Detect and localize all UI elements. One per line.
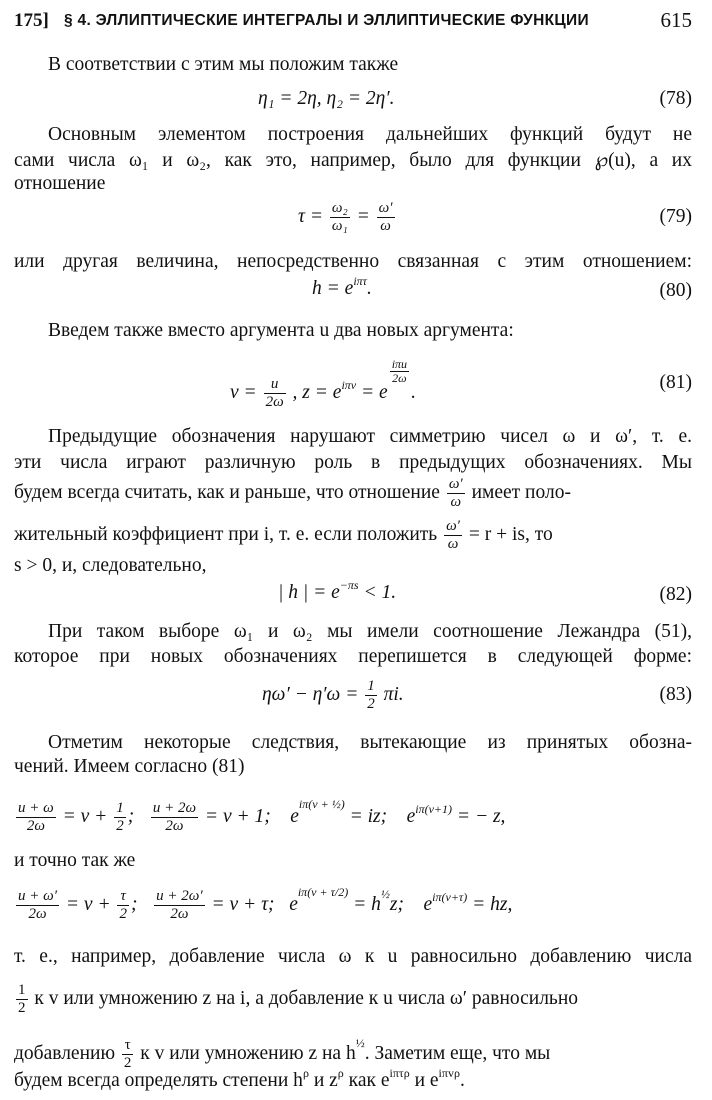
text-run: добавлению: [14, 1042, 116, 1064]
frac-den: 2ω: [26, 818, 45, 834]
eq82-body: | h | = e: [278, 582, 340, 603]
relations-row-2: [14, 884, 692, 923]
rel-text: = − z,: [456, 805, 506, 827]
eq83-fraction: [365, 678, 377, 713]
frac-3: [151, 800, 198, 835]
exp-base: e: [290, 805, 299, 827]
eq82-end: < 1.: [358, 582, 397, 603]
frac-num: 1: [367, 678, 375, 694]
exp-base: e: [406, 805, 416, 827]
frac-num: 1: [18, 982, 26, 998]
frac-3: [154, 888, 205, 923]
page-number: 615: [660, 8, 692, 32]
paragraph-line: [14, 476, 692, 511]
equation-83: [262, 678, 404, 713]
h-power: ½: [355, 1035, 365, 1050]
paragraph-line: В соответствии с этим мы положим также: [48, 54, 399, 75]
frac-num: u + ω: [18, 800, 54, 816]
power: ρ: [302, 1066, 309, 1080]
frac-num: τ: [117, 888, 129, 906]
frac-den: 2ω: [392, 371, 407, 385]
text-run: будем всегда считать, как и раньше, что отношение: [14, 481, 440, 503]
paragraph-line: Отметим некоторые следствия, вытекающие из принятых обозна-: [48, 732, 692, 753]
paragraph-line: отношение: [14, 173, 106, 194]
text-run: к v или умножению z на i, а добавление к u числа ω′ равносильно: [34, 987, 579, 1009]
power: ρ: [337, 1066, 344, 1080]
paragraph-line: Введем также вместо аргумента u два новых аргумента:: [48, 320, 514, 341]
rel-text: = v + 1;: [204, 805, 271, 827]
paragraph-line: эти числа играют различную роль в предыдущих обозначениях. Мы: [14, 452, 692, 473]
power: iπvρ: [438, 1066, 460, 1080]
paragraph-line: [14, 518, 692, 553]
running-title: § 4. ЭЛЛИПТИЧЕСКИЕ ИНТЕГРАЛЫ И ЭЛЛИПТИЧЕСКИЕ ФУНКЦИИ: [64, 12, 589, 29]
paragraph-line: Основным элементом построения дальнейших функций будут не: [48, 124, 692, 145]
frac-1: [16, 888, 59, 923]
eq79-lhs: τ =: [298, 205, 324, 227]
frac-num: u: [264, 376, 286, 394]
paragraph-line: и точно так же: [14, 850, 136, 871]
exp-power: iπ(v+τ): [432, 889, 468, 904]
eq79-mid: =: [356, 205, 370, 227]
eq83-lhs: ηω′ − η′ω =: [262, 683, 359, 705]
frac-1: [16, 800, 56, 835]
paragraph-line: s > 0, и, следовательно,: [14, 555, 207, 576]
eq80-exponent: iπτ: [353, 274, 367, 288]
text-run: как e: [343, 1070, 390, 1091]
eq81-z: , z = e: [292, 382, 342, 403]
exp-base: e: [289, 893, 298, 915]
frac-num: ω′: [448, 476, 463, 492]
frac-den: 2ω: [170, 906, 189, 922]
equation-number-81: (81): [659, 372, 692, 393]
text-run: и e: [409, 1070, 439, 1091]
text-run: = r + is, то: [468, 523, 553, 545]
rel-text: = hz,: [472, 893, 513, 915]
power: iπτρ: [389, 1066, 410, 1080]
paragraph-line: чений. Имеем согласно (81): [14, 756, 245, 777]
text-run: и z: [308, 1070, 338, 1091]
equation-number-79: (79): [659, 206, 692, 227]
frac-num: τ: [122, 1037, 134, 1055]
frac-den: 2: [123, 1055, 132, 1071]
rel-text: ;: [130, 893, 138, 915]
frac-den: ω₁: [331, 218, 348, 234]
rel-text: = v +: [65, 893, 111, 915]
paragraph-line: [14, 1068, 692, 1094]
equation-number-82: (82): [659, 584, 692, 605]
paragraph-line: [14, 1037, 692, 1072]
frac-num: 1: [116, 800, 124, 816]
inline-fraction: [122, 1037, 134, 1072]
frac-den: ω: [380, 218, 391, 234]
eq81-v: v =: [230, 382, 257, 403]
eq82-exponent: −πs: [339, 578, 359, 592]
rel-text: ;: [127, 805, 135, 827]
paragraph-line: При таком выборе ω₁ и ω₂ мы имели соотношение Лежандра (51),: [48, 621, 692, 642]
eq79-fraction-2: [377, 200, 395, 235]
frac-den: 2: [119, 906, 127, 922]
equation-number-78: (78): [659, 88, 692, 109]
frac-den: 2: [367, 696, 375, 712]
equation-79: [298, 200, 397, 235]
frac-den: 2ω: [265, 394, 284, 411]
ratio-fraction: [447, 476, 465, 511]
frac-num: u + 2ω′: [156, 888, 203, 904]
relations-row-1: [14, 796, 692, 835]
section-marker: 175]: [14, 10, 49, 31]
paragraph-line: или другая величина, непосредственно связанная с этим отношением:: [14, 251, 692, 272]
paragraph-line: т. е., например, добавление числа ω к u равносильно добавлению числа: [14, 946, 692, 967]
frac-num: ω′: [446, 518, 460, 534]
rel-text: = v +: [62, 805, 108, 827]
eq81-fraction: [264, 376, 286, 411]
rel-text: = v + τ;: [211, 893, 275, 915]
ratio-fraction: [444, 518, 462, 553]
paragraph-line: которое при новых обозначениях перепишется в следующей форме:: [14, 646, 692, 667]
eq79-fraction-1: [330, 200, 350, 235]
equation-80: [312, 276, 372, 302]
frac-num: ω₂: [331, 200, 348, 216]
equation-number-83: (83): [659, 684, 692, 705]
paragraph-line: сами числа ω₁ и ω₂, как это, например, было для функции ℘(u), а их: [14, 150, 692, 171]
text-run: к v или умножению z на h: [140, 1042, 356, 1064]
frac-num: u + ω′: [18, 888, 57, 904]
paragraph-line: [14, 982, 692, 1017]
text-run: будем всегда определять степени h: [14, 1070, 303, 1091]
rel-text: z;: [389, 893, 404, 915]
exp-power: iπ(v+1): [415, 801, 453, 816]
frac-den: 2: [18, 1000, 26, 1016]
eq83-rhs: πi.: [383, 683, 404, 705]
rel-text: = h: [353, 893, 381, 915]
text-run: имеет поло-: [471, 481, 571, 503]
text-run: жительный коэффициент при i, т. е. если положить: [14, 523, 438, 545]
exp-power: iπ(v + ½): [298, 796, 345, 811]
equation-81: [230, 358, 416, 411]
eq81-exponent-fraction: [390, 358, 409, 385]
frac-num: u + 2ω: [152, 800, 197, 816]
eq80-end: .: [366, 278, 372, 299]
frac-num: ω′: [378, 200, 393, 216]
equation-78: η₁ = 2η, η₂ = 2η′.: [258, 88, 395, 109]
eq81-exponent: iπv: [341, 378, 357, 392]
frac-den: ω: [447, 536, 459, 552]
frac-num: iπu: [391, 357, 408, 371]
frac-2: [117, 888, 129, 923]
h-power: ½: [380, 886, 390, 901]
eq81-eq2: = e: [356, 382, 388, 403]
frac-2: [114, 800, 126, 835]
exp-base: e: [423, 893, 433, 915]
equation-number-80: (80): [659, 280, 692, 301]
frac-den: ω: [450, 494, 462, 510]
equation-82: [278, 580, 396, 606]
frac-den: 2ω: [28, 906, 47, 922]
text-run: .: [459, 1070, 465, 1091]
frac-den: 2: [116, 818, 124, 834]
paragraph-line: Предыдущие обозначения нарушают симметрию чисел ω и ω′, т. е.: [48, 426, 692, 447]
exp-power: iπ(v + τ/2): [297, 884, 349, 899]
eq81-end: .: [411, 382, 416, 403]
text-run: . Заметим еще, что мы: [364, 1042, 551, 1064]
inline-fraction: [16, 982, 28, 1017]
eq80-body: h = e: [312, 278, 354, 299]
rel-text: = iz;: [349, 805, 388, 827]
frac-den: 2ω: [165, 818, 184, 834]
